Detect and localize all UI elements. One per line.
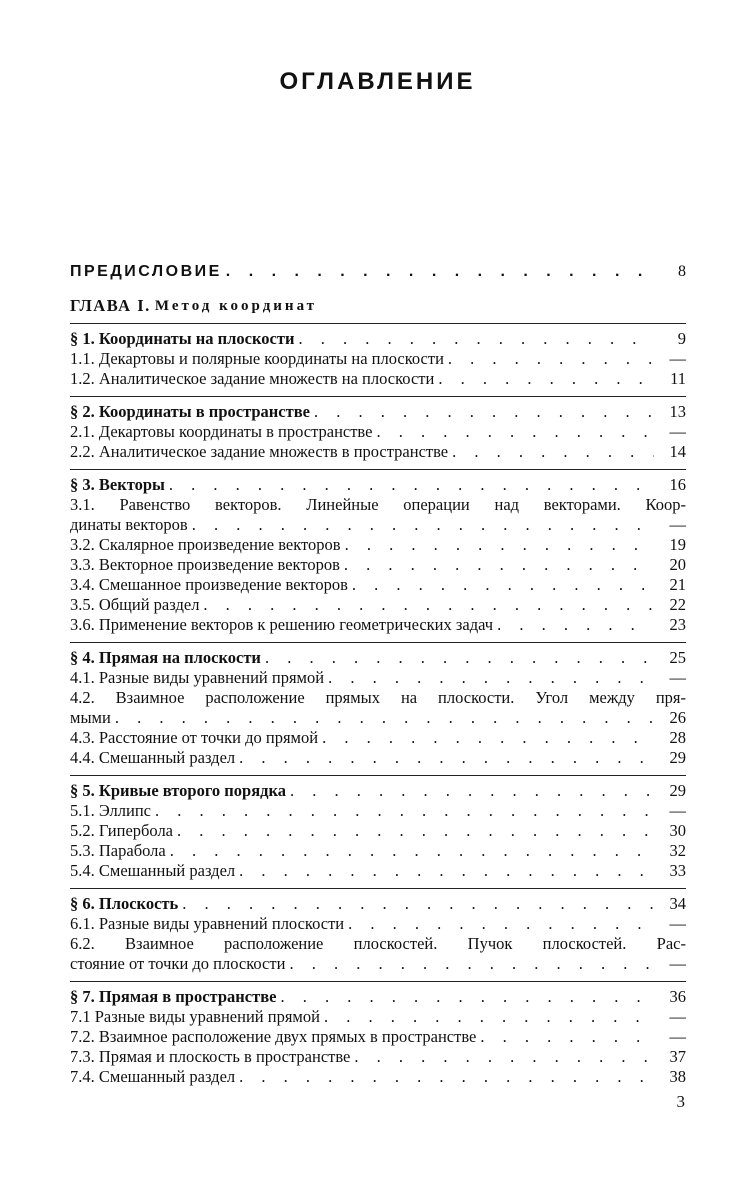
subsection-label: 7.2. Взаимное расположение двух прямых в пространстве — [70, 1027, 477, 1046]
subsection-label: 2.2. Аналитическое задание множеств в пространстве — [70, 442, 449, 461]
subsection-label: 3.4. Смешанное произведение векторов — [70, 575, 348, 594]
subsection-label: 3.3. Векторное произведение векторов — [70, 555, 340, 574]
subsection-page: — — [669, 349, 686, 368]
subsection-page: 29 — [669, 748, 686, 767]
subsection-entry[interactable] — [70, 861, 686, 881]
sections-list — [70, 323, 686, 1087]
dot-leader — [350, 1047, 654, 1067]
subsection-label: 5.4. Смешанный раздел — [70, 861, 236, 880]
section-entry[interactable] — [70, 648, 686, 668]
section-divider — [70, 775, 686, 776]
section-divider — [70, 981, 686, 982]
subsection-entry[interactable] — [70, 708, 686, 728]
subsection-label: 7.3. Прямая и плоскость в пространстве — [70, 1047, 351, 1066]
subsection-entry[interactable] — [70, 422, 686, 442]
subsection-label: 5.2. Гипербола — [70, 821, 174, 840]
subsection-entry[interactable] — [70, 555, 686, 575]
subsection-entry[interactable] — [70, 914, 686, 934]
section-divider — [70, 469, 686, 470]
section-title: § 5. Кривые второго порядка — [70, 781, 286, 800]
subsection-entry[interactable] — [70, 668, 686, 688]
subsection-page: 14 — [669, 442, 686, 461]
dot-leader — [276, 987, 654, 1007]
section-title: § 3. Векторы — [70, 475, 165, 494]
section-title: § 4. Прямая на плоскости — [70, 648, 261, 667]
section-page: 16 — [669, 475, 686, 494]
dot-leader — [448, 442, 654, 462]
chapter-name: Метод координат — [154, 298, 318, 314]
subsection-page: 22 — [669, 595, 686, 614]
dot-leader — [235, 748, 654, 768]
section-title: § 6. Плоскость — [70, 894, 179, 913]
subsection-page: — — [669, 1007, 686, 1026]
subsection-page: 38 — [669, 1067, 686, 1086]
dot-leader — [493, 615, 654, 635]
subsection-label-cont: стояние от точки до плоскости — [70, 954, 286, 973]
subsection-page: 20 — [669, 555, 686, 574]
dot-leader — [285, 954, 654, 974]
subsection-page: — — [669, 668, 686, 687]
subsection-label: 2.1. Декартовы координаты в пространстве — [70, 422, 373, 441]
subsection-entry[interactable] — [70, 801, 686, 821]
subsection-entry[interactable] — [70, 1027, 686, 1047]
subsection-label: 5.3. Парабола — [70, 841, 166, 860]
dot-leader — [344, 914, 654, 934]
section-page: 9 — [677, 329, 686, 348]
subsection-page: 21 — [669, 575, 686, 594]
subsection-label: 6.2. Взаимное расположение плоскостей. Пучок плоскостей. Рас- — [70, 934, 686, 953]
dot-leader — [188, 515, 654, 535]
subsection-label: 3.5. Общий раздел — [70, 595, 200, 614]
subsection-entry[interactable] — [70, 595, 686, 615]
section-title: § 1. Координаты на плоскости — [70, 329, 295, 348]
dot-leader — [165, 475, 654, 495]
page-title: ОГЛАВЛЕНИЕ — [279, 68, 476, 95]
subsection-label: 6.1. Разные виды уравнений плоскости — [70, 914, 345, 933]
subsection-label: 3.6. Применение векторов к решению геометрических задач — [70, 615, 494, 634]
section-entry[interactable] — [70, 987, 686, 1007]
chapter-heading — [70, 296, 686, 316]
subsection-page: 23 — [669, 615, 686, 634]
dot-leader — [235, 1067, 654, 1087]
subsection-entry[interactable] — [70, 841, 686, 861]
subsection-label: 3.1. Равенство векторов. Линейные операции над векторами. Коор- — [70, 495, 686, 514]
subsection-page: 30 — [669, 821, 686, 840]
dot-leader — [476, 1027, 654, 1047]
subsection-label: 4.3. Расстояние от точки до прямой — [70, 728, 319, 747]
dot-leader — [261, 648, 654, 668]
subsection-label: 7.1 Разные виды уравнений прямой — [70, 1007, 320, 1026]
subsection-entry[interactable] — [70, 1067, 686, 1087]
section-entry[interactable] — [70, 329, 686, 349]
dot-leader — [111, 708, 654, 728]
subsection-entry-line[interactable] — [70, 934, 686, 954]
subsection-label: 1.2. Аналитическое задание множеств на плоскости — [70, 369, 435, 388]
dot-leader — [434, 369, 654, 389]
subsection-page: — — [669, 515, 686, 534]
section-page: 36 — [669, 987, 686, 1006]
subsection-page: — — [669, 954, 686, 973]
section-divider — [70, 396, 686, 397]
dot-leader — [199, 595, 654, 615]
section-page: 13 — [669, 402, 686, 421]
subsection-entry[interactable] — [70, 535, 686, 555]
dot-leader — [166, 841, 654, 861]
dot-leader — [294, 329, 654, 349]
section-divider — [70, 888, 686, 889]
section-entry[interactable] — [70, 402, 686, 422]
dot-leader — [235, 861, 654, 881]
subsection-label: 4.4. Смешанный раздел — [70, 748, 236, 767]
subsection-entry-line[interactable] — [70, 688, 686, 708]
subsection-entry[interactable] — [70, 1047, 686, 1067]
subsection-entry[interactable] — [70, 748, 686, 768]
subsection-page: — — [669, 914, 686, 933]
subsection-page: 19 — [669, 535, 686, 554]
dot-leader — [286, 781, 654, 801]
subsection-label: 7.4. Смешанный раздел — [70, 1067, 236, 1086]
subsection-entry[interactable] — [70, 515, 686, 535]
subsection-page: 28 — [669, 728, 686, 747]
subsection-label: 5.1. Эллипс — [70, 801, 152, 820]
dot-leader — [348, 575, 654, 595]
subsection-entry[interactable] — [70, 954, 686, 974]
subsection-label: 4.2. Взаимное расположение прямых на плоскости. Угол между пря- — [70, 688, 686, 707]
section-page: 29 — [669, 781, 686, 800]
section-page: 25 — [669, 648, 686, 667]
subsection-page: 11 — [670, 369, 686, 388]
dot-leader — [320, 1007, 654, 1027]
dot-leader — [324, 668, 654, 688]
subsection-entry[interactable] — [70, 349, 686, 369]
section-entry[interactable] — [70, 475, 686, 495]
subsection-page: — — [669, 801, 686, 820]
subsection-page: — — [669, 422, 686, 441]
subsection-entry[interactable] — [70, 442, 686, 462]
subsection-entry[interactable] — [70, 575, 686, 595]
subsection-entry[interactable] — [70, 728, 686, 748]
dot-leader — [222, 262, 654, 282]
subsection-page: 32 — [669, 841, 686, 860]
section-title: § 7. Прямая в пространстве — [70, 987, 277, 1006]
subsection-label-cont: мыми — [70, 708, 111, 727]
table-of-contents — [70, 262, 686, 1087]
dot-leader — [340, 555, 654, 575]
preface-entry[interactable] — [70, 262, 686, 282]
dot-leader — [151, 801, 654, 821]
page-number: 3 — [676, 1092, 685, 1111]
section-entry[interactable] — [70, 894, 686, 914]
dot-leader — [341, 535, 654, 555]
subsection-label-cont: динаты векторов — [70, 515, 188, 534]
dot-leader — [178, 894, 654, 914]
subsection-label: 4.1. Разные виды уравнений прямой — [70, 668, 325, 687]
dot-leader — [318, 728, 654, 748]
subsection-entry[interactable] — [70, 821, 686, 841]
section-entry[interactable] — [70, 781, 686, 801]
subsection-entry[interactable] — [70, 369, 686, 389]
preface-page: 8 — [678, 263, 686, 280]
dot-leader — [372, 422, 654, 442]
subsection-page: 33 — [669, 861, 686, 880]
subsection-label: 1.1. Декартовы и полярные координаты на плоскости — [70, 349, 444, 368]
section-divider — [70, 323, 686, 324]
subsection-page: 26 — [669, 708, 686, 727]
chapter-label: ГЛАВА I. — [70, 296, 151, 315]
dot-leader — [173, 821, 654, 841]
section-page: 34 — [669, 894, 686, 913]
subsection-entry[interactable] — [70, 1007, 686, 1027]
subsection-label: 3.2. Скалярное произведение векторов — [70, 535, 341, 554]
subsection-entry[interactable] — [70, 615, 686, 635]
dot-leader — [310, 402, 654, 422]
subsection-entry-line[interactable] — [70, 495, 686, 515]
subsection-page: — — [669, 1027, 686, 1046]
subsection-page: 37 — [669, 1047, 686, 1066]
preface-label: ПРЕДИСЛОВИЕ — [70, 263, 222, 280]
section-title: § 2. Координаты в пространстве — [70, 402, 310, 421]
dot-leader — [444, 349, 654, 369]
section-divider — [70, 642, 686, 643]
